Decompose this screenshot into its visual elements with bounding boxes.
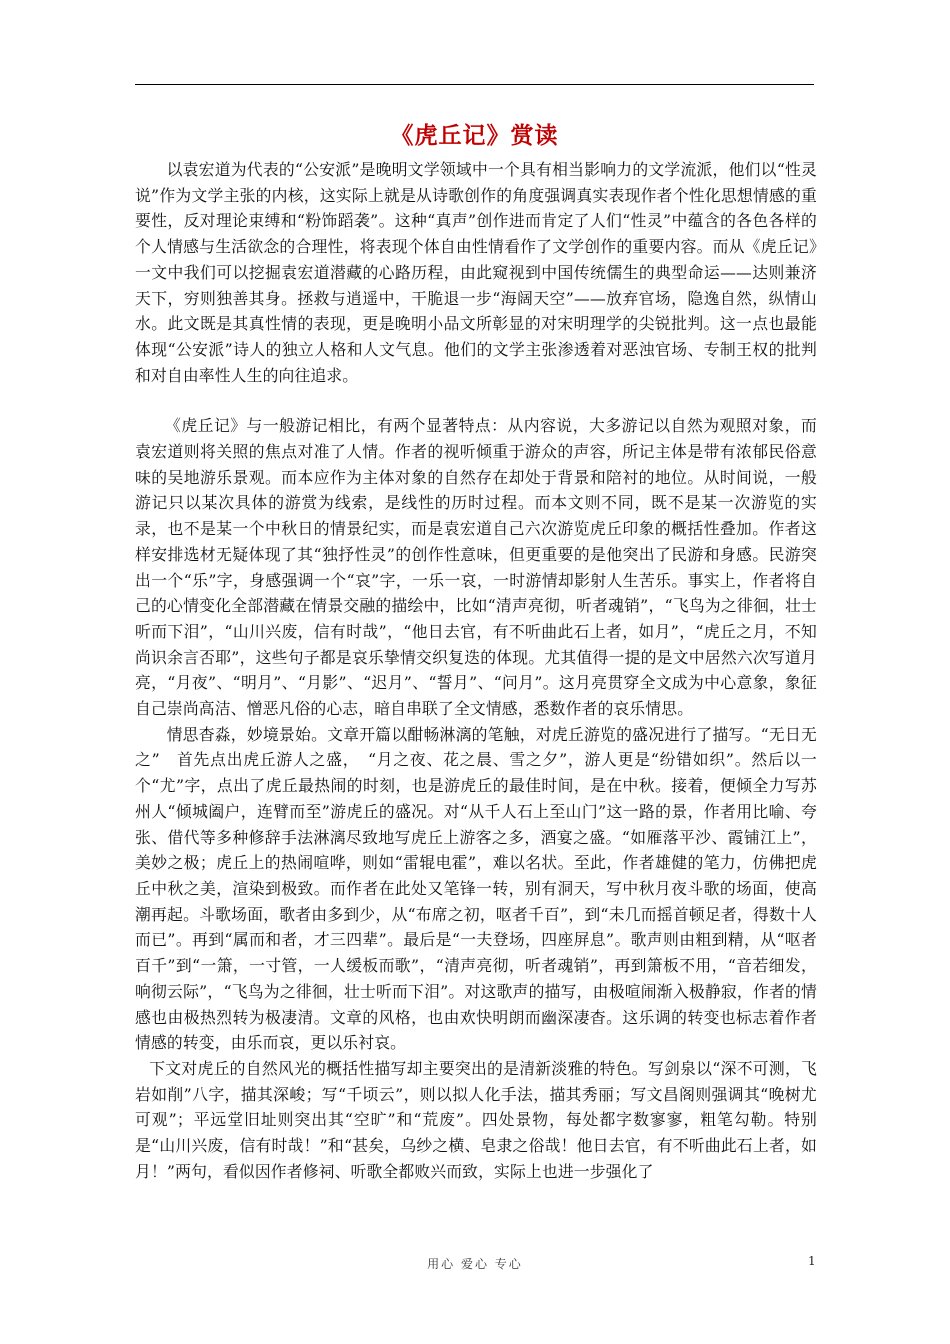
document-body	[135, 157, 817, 1184]
page-number: 1	[808, 1254, 816, 1268]
header-rule	[135, 84, 814, 85]
footer-motto: 用心 爱心 专心	[427, 1257, 523, 1271]
paragraph-features: 《虎丘记》与一般游记相比，有两个显著特点：从内容说，大多游记以自然为观照对象，而袁宏道则将关照的焦点对准了人情。作者的视听倾重于游众的声容，所记主体是带有浓郁民俗意味的吴地游乐景观。而本应作为主体对象的自然存在却处于背景和陪衬的地位。从时间说，一般游记只以某次具体的游赏为线索，是线性的历时过程。而本文则不同，既不是某一次游览的实录，也不是某一个中秋日的情景纪实，而是袁宏道自己六次游览虎丘印象的概括性叠加。作者这样安排选材无疑体现了其“独抒性灵”的创作性意味，但更重要的是他突出了民游和身感。民游突出一个“乐”字，身感强调一个“哀”字，一乐一哀，一时游情却影射人生苦乐。事实上，作者将自己的心情变化全部潜藏在情景交融的描绘中，比如“清声亮彻，听者魂销”，“飞鸟为之徘徊，壮士听而下泪”，“山川兴废，信有时哉”，“他日去官，有不听曲此石上者，如月”，“虎丘之月，不知尚识余言否耶”，这些句子都是哀乐挚情交织复迭的体现。尤其值得一提的是文中居然六次写道月亮，“月夜”、“明月”、“月影”、“迟月”、“誓月”、“问月”。这月亮贯穿全文成为中心意象，象征自己崇尚高洁、憎恶凡俗的心志，暗自串联了全文情感，悉数作者的哀乐情思。	[135, 416, 817, 719]
document-title: 《虎丘记》赏读	[390, 122, 559, 149]
paragraph-intro: 以袁宏道为代表的“公安派”是晚明文学领域中一个具有相当影响力的文学流派，他们以“性灵说”作为文学主张的内核，这实际上就是从诗歌创作的角度强调真实表现作者个性化思想情感的重要性，反对理论束缚和“粉饰蹈袭”。这种“真声”创作进而肯定了人们“性灵”中蕴含的各色各样的个人情感与生活欲念的合理性，将表现个体自由性情看作了文学创作的重要内容。而从《虎丘记》一文中我们可以挖掘袁宏道潜藏的心路历程，由此窥视到中国传统儒生的典型命运——达则兼济天下，穷则独善其身。拯救与逍遥中，干脆退一步“海阔天空”——放弃官场，隐逸自然，纵情山水。此文既是其真性情的表现，更是晚明小品文所彰显的对宋明理学的尖锐批判。这一点也最能体现“公安派”诗人的独立人格和人文气息。他们的文学主张渗透着对恶浊官场、专制王权的批判和对自由率性人生的向往追求。	[135, 160, 817, 385]
paragraph-festival: 情思杳淼，妙境景始。文章开篇以酣畅淋漓的笔触，对虎丘游览的盛况进行了描写。“无日无之” 首先点出虎丘游人之盛， “月之夜、花之晨、雪之夕”，游人更是“纷错如织”。然后以一个“尤”字，点出了虎丘最热闹的时刻，也是游虎丘的最佳时间，是在中秋。接着，便倾全力写苏州人“倾城阖户，连臂而至”游虎丘的盛况。对“从千人石上至山门”这一路的景，作者用比喻、夸张、借代等多种修辞手法淋漓尽致地写虎丘上游客之多，酒宴之盛。“如雁落平沙、霞铺江上”，美妙之极；虎丘上的热闹喧哗，则如“雷辊电霍”，难以名状。至此，作者雄健的笔力，仿佛把虎丘中秋之美，渲染到极致。而作者在此处又笔锋一转，别有洞天，写中秋月夜斗歌的场面，使高潮再起。斗歌场面，歌者由多到少，从“布席之初，呕者千百”，到“未几而摇首顿足者，得数十人而已”。再到“属而和者，才三四辈”。最后是“一夫登场，四座屏息”。歌声则由粗到精，从“呕者百千”到“一箫，一寸管，一人缓板而歌”，“清声亮彻，听者魂销”，再到箫板不用，“音若细发，响彻云际”，“飞鸟为之徘徊，壮士听而下泪”。对这歌声的描写，由极喧闹渐入极静寂，作者的情感也由极热烈转为极凄清。文章的风格，也由欢快明朗而幽深凄杳。这乐调的转变也标志着作者情感的转变，由乐而哀，更以乐衬哀。	[135, 724, 817, 1053]
paragraph-scenery: 下文对虎丘的自然风光的概括性描写却主要突出的是清新淡雅的特色。写剑泉以“深不可测，飞岩如削”八字，描其深峻；写“千顷云”，则以拟人化手法，描其秀丽；写文昌阁则强调其“晚树尤可观”；平远堂旧址则突出其“空旷”和“荒废”。四处景物，每处都字数寥寥，粗笔勾勒。特别是“山川兴废，信有时哉！”和“甚矣，乌纱之横、皂隶之俗哉！他日去官，有不听曲此石上者，如月！”两句，看似因作者修祠、听歌全都败兴而致，实际上也进一步强化了	[135, 1058, 817, 1181]
